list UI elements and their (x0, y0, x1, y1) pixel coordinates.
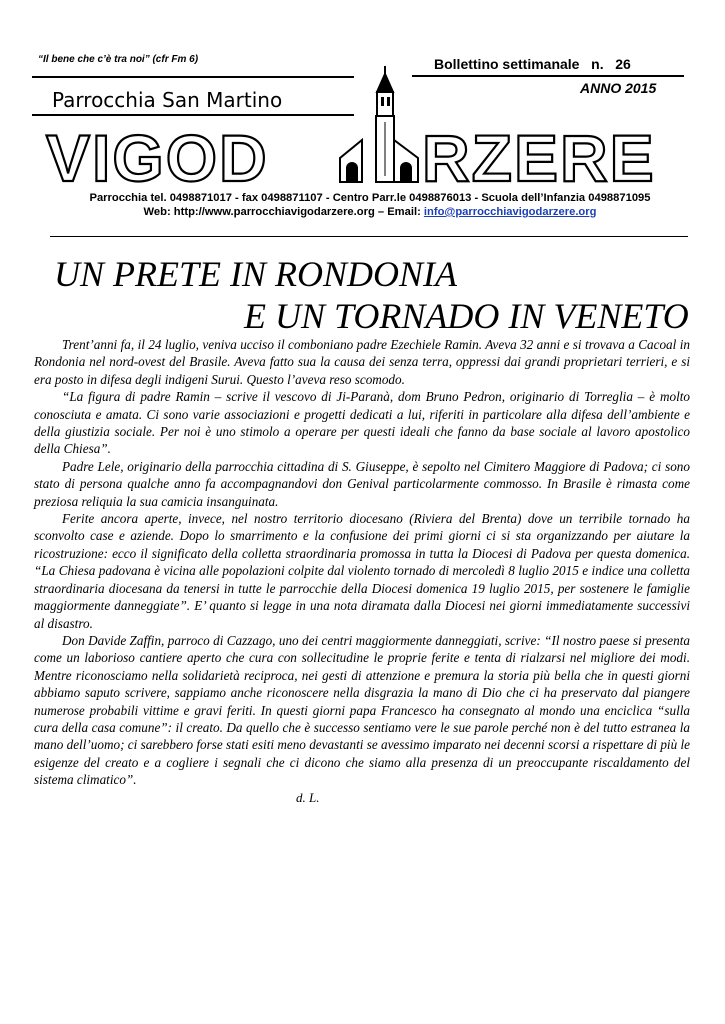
email-link[interactable]: info@parrocchiavigodarzere.org (423, 206, 597, 218)
contacts-phone-line: Parrocchia tel. 0498871017 - fax 0498871107 - Centro Parr.le 0498876013 - Scuola dell’Infanzia 0498871095 (89, 192, 651, 204)
article-paragraph: Ferite ancora aperte, invece, nel nostro territorio diocesano (Riviera del Brenta) dove un terribile tornado ha sconvolto case e aziende. Dopo lo smarrimento e la confusione dei primi giorni ci si sta organizzando per aiutare la ricostruzione: ecco il significato della colletta straordinaria promossa in tutta la Diocesi di Padova per questa domenica. “La Chiesa padovana è vicina alle popolazioni colpite dal violento tornado di mercoledì 8 luglio 2015 e indice una colletta straordinaria diocesana da tenersi in tutte le parrocchie della Diocesi domenica 19 luglio 2015, per sostenere le famiglie maggiormente danneggiate”. E’ quanto si legge in una nota diramata dalla Diocesi nei giorni immediatamente successivi al disastro. (34, 511, 690, 631)
website-text: Web: http://www.parrocchiavigodarzere.org – Email: (143, 206, 424, 218)
logo-letters-left: VIGOD (46, 121, 269, 190)
article-body (34, 336, 690, 789)
contacts-block (40, 191, 700, 219)
article-signature: d. L. (296, 790, 320, 805)
vigodarzere-logo (40, 66, 680, 190)
bulletin-year: ANNO 2015 (580, 80, 657, 96)
parish-name: Parrocchia San Martino (52, 88, 283, 112)
contacts-web-line (40, 205, 700, 219)
article-title-line1: UN PRETE IN RONDONIA (54, 254, 457, 294)
logo-letters-right: RZERE (422, 121, 656, 190)
motto: “Il bene che c’è tra noi” (cfr Fm 6) (38, 54, 199, 65)
article-paragraph: “La figura di padre Ramin – scrive il vescovo di Ji-Paranà, dom Bruno Pedron, originario di Torreglia – è molto conosciuta e amata. Ci sono varie associazioni e progetti dedicati a lui, riferiti in particolare alla difesa dell’ambiente e della giustizia sociale. Per noi è uno stimolo a operare per questi ideali che fanno da base sociale al lavoro apostolico della Chiesa”. (34, 389, 690, 457)
contacts-divider (50, 236, 688, 237)
article-paragraph: Trent’anni fa, il 24 luglio, veniva ucciso il comboniano padre Ezechiele Ramin. Aveva 32 anni e si trovava a Cacoal in Rondonia nel nord-ovest del Brasile. Aveva fatto sua la causa dei senza terra, oppressi dai grandi proprietari terrieri, e si era posto in difesa degli indigeni Surui. Questo l’aveva reso scomodo. (34, 337, 690, 387)
article-title-line2: E UN TORNADO IN VENETO (244, 296, 689, 336)
article-paragraph: Padre Lele, originario della parrocchia cittadina di S. Giuseppe, è sepolto nel Cimitero Maggiore di Padova; ci sono stato di persona qualche anno fa accompagnandovi don Genival particolarmente commosso. In Brasile è rimasta come preziosa reliquia la sua camicia insanguinata. (34, 458, 690, 509)
bulletin-number: Bollettino settimanale n. 26 (434, 56, 631, 72)
article-paragraph: Don Davide Zaffin, parroco di Cazzago, uno dei centri maggiormente danneggiati, scrive: “Il nostro paese si presenta come un laborioso cantiere aperto che cura con sollecitudine le proprie ferite e tenta di rialzarsi nel migliore dei modi. Mentre riconosciamo nella solidarietà reciproca, nei gesti di attenzione e premura la storia più bella che in questi giorni abbiamo saputo scrivere, sappiamo anche riconoscere nella disgrazia la mano di Dio che ci ha preservato dal piangere numerose probabili vittime e gravi feriti. In questi giorni papa Francesco ha consegnato al mondo una enciclica “sulla cura della casa comune”: il creato. Da quello che è successo sentiamo vere le sue parole perché non è del tutto estranea la mano dell’uomo; ci sarebbero forse stati esiti meno devastanti se avessimo imparato nei decenni scorsi a rispettare di più le esigenze del creato e a cogliere i segnali che ci dicono che siamo alla presenza di un preoccupante riscaldamento del sistema climatico”. (34, 632, 690, 788)
bell-tower-icon (340, 66, 418, 182)
